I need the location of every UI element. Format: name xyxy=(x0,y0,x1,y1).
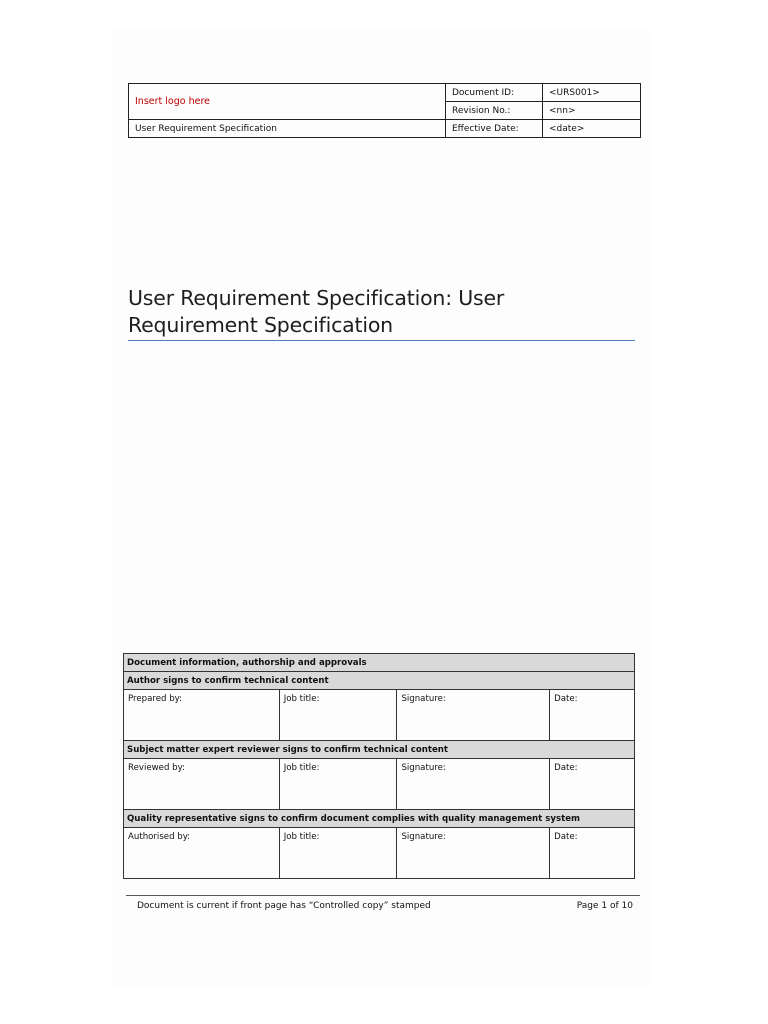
date-field[interactable]: Date: xyxy=(550,828,635,879)
revision-value: <nn> xyxy=(543,102,641,120)
footer-control-note: Document is current if front page has “Controlled copy” stamped xyxy=(137,901,431,911)
logo-placeholder: Insert logo here xyxy=(129,84,446,120)
effective-date-value: <date> xyxy=(543,120,641,138)
approvals-table xyxy=(123,653,635,879)
header-doc-title: User Requirement Specification xyxy=(129,120,446,138)
reviewer-signoff-row xyxy=(124,759,635,810)
document-id-value: <URS001> xyxy=(543,84,641,102)
reviewer-section-heading: Subject matter expert reviewer signs to confirm technical content xyxy=(124,741,635,759)
page-number: Page 1 of 10 xyxy=(576,901,633,911)
document-id-label: Document ID: xyxy=(446,84,543,102)
author-signoff-row xyxy=(124,690,635,741)
job-title-field[interactable]: Job title: xyxy=(279,759,397,810)
job-title-field[interactable]: Job title: xyxy=(279,690,397,741)
footer-divider xyxy=(126,895,640,896)
date-field[interactable]: Date: xyxy=(550,759,635,810)
job-title-field[interactable]: Job title: xyxy=(279,828,397,879)
signature-field[interactable]: Signature: xyxy=(397,690,550,741)
date-field[interactable]: Date: xyxy=(550,690,635,741)
signature-field[interactable]: Signature: xyxy=(397,759,550,810)
title-underline xyxy=(128,340,635,341)
approvals-heading: Document information, authorship and approvals xyxy=(124,654,635,672)
quality-signoff-row xyxy=(124,828,635,879)
reviewed-by-field[interactable]: Reviewed by: xyxy=(124,759,280,810)
authorised-by-field[interactable]: Authorised by: xyxy=(124,828,280,879)
revision-label: Revision No.: xyxy=(446,102,543,120)
effective-date-label: Effective Date: xyxy=(446,120,543,138)
document-header-table xyxy=(128,83,641,138)
author-section-heading: Author signs to confirm technical content xyxy=(124,672,635,690)
prepared-by-field[interactable]: Prepared by: xyxy=(124,690,280,741)
page-title: User Requirement Specification: User Requirement Specification xyxy=(128,286,505,337)
signature-field[interactable]: Signature: xyxy=(397,828,550,879)
quality-section-heading: Quality representative signs to confirm document complies with quality management system xyxy=(124,810,635,828)
